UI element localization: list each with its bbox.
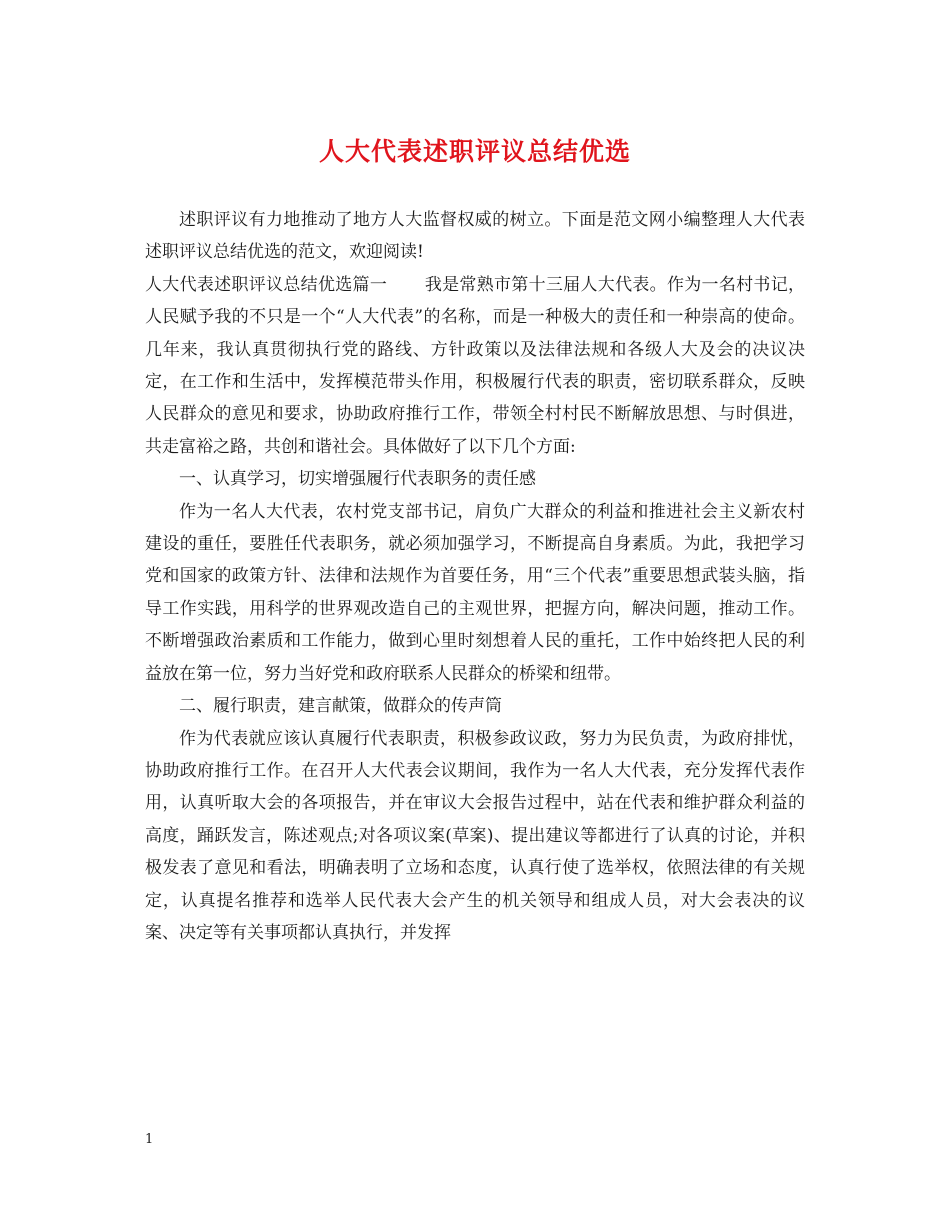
section-paragraph bbox=[145, 269, 805, 463]
document-body bbox=[145, 204, 805, 949]
document-title: 人大代表述职评议总结优选 bbox=[318, 137, 631, 166]
section-first-text: 我是常熟市第十三届人大代表。作为一名村书记，人民赋予我的不只是一个“人大代表”的名称，而是一种极大的责任和一种崇高的使命。几年来，我认真贯彻执行党的路线、方针政策以及法律法规和各级人大及会的决议决定，在工作和生活中，发挥模范带头作用，积极履行代表的职责，密切联系群众，反映人民群众的意见和要求，协助政府推行工作，带领全村村民不断解放思想、与时俱进，共走富裕之路，共创和谐社会。具体做好了以下几个方面: bbox=[145, 274, 806, 457]
heading-2: 二、履行职责，建言献策，做群众的传声筒 bbox=[179, 696, 502, 717]
section-label: 人大代表述职评议总结优选篇一 bbox=[145, 274, 388, 295]
intro-paragraph: 述职评议有力地推动了地方人大监督权威的树立。下面是范文网小编整理人大代表述职评议总结优选的范文，欢迎阅读! bbox=[145, 210, 805, 263]
paragraph-2: 作为代表就应该认真履行代表职责，积极参政议政，努力为民负责，为政府排忧，协助政府推行工作。在召开人大代表会议期间，我作为一名人大代表，充分发挥代表作用，认真听取大会的各项报告，并在审议大会报告过程中，站在代表和维护群众利益的高度，踊跃发言，陈述观点;对各项议案(草案)、提出建议等都进行了认真的讨论，并积极发表了意见和看法，明确表明了立场和态度，认真行使了选举权，依照法律的有关规定，认真提名推荐和选举人民代表大会产生的机关领导和组成人员，对大会表决的议案、决定等有关事项都认真执行，并发挥 bbox=[145, 728, 805, 943]
heading-1: 一、认真学习，切实增强履行代表职务的责任感 bbox=[179, 469, 536, 490]
page-number: 1 bbox=[145, 1132, 154, 1147]
paragraph-1: 作为一名人大代表，农村党支部书记，肩负广大群众的利益和推进社会主义新农村建设的重任，要胜任代表职务，就必须加强学习，不断提高自身素质。为此，我把学习党和国家的政策方针、法律和法规作为首要任务，用“三个代表”重要思想武装头脑，指导工作实践，用科学的世界观改造自己的主观世界，把握方向，解决问题，推动工作。不断增强政治素质和工作能力，做到心里时刻想着人民的重托，工作中始终把人民的利益放在第一位，努力当好党和政府联系人民群众的桥梁和纽带。 bbox=[145, 501, 805, 684]
